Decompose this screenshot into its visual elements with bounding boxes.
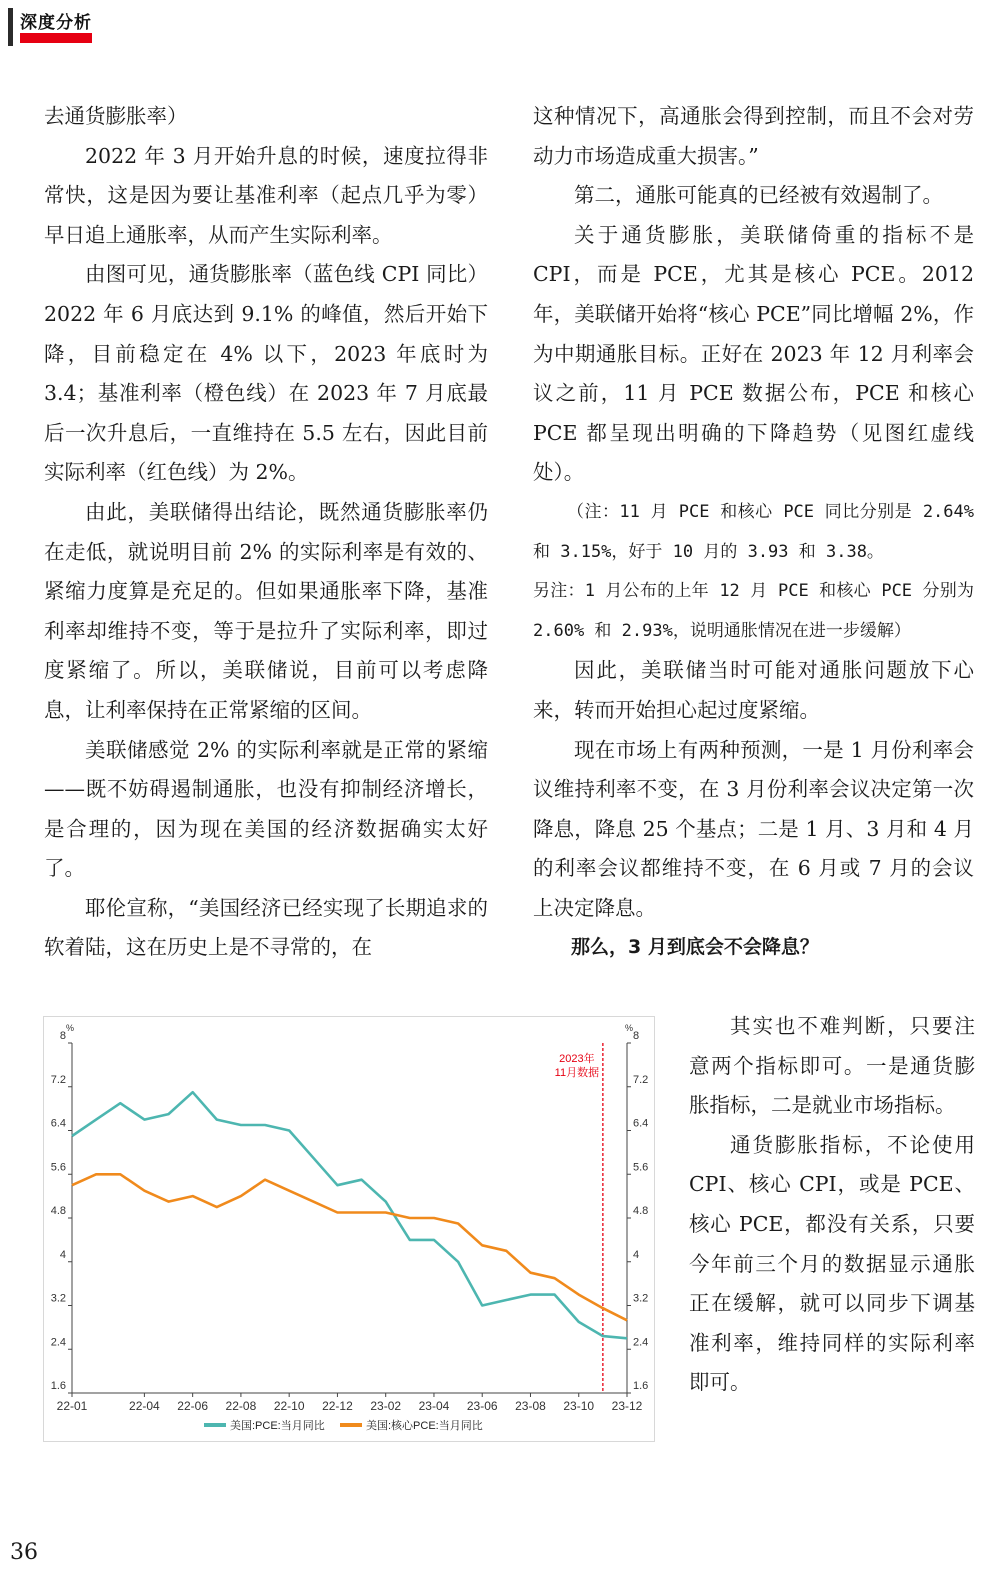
chart-canvas xyxy=(44,1017,654,1441)
x-tick-label: 23-04 xyxy=(418,1399,450,1413)
paragraph: 耶伦宣称，“美国经济已经实现了长期追求的软着陆，这在历史上是不寻常的，在 xyxy=(44,895,488,960)
y-tick-label-right: 3.2 xyxy=(633,1292,649,1305)
y-tick-label-right: 7.2 xyxy=(633,1073,649,1086)
x-tick-label: 23-08 xyxy=(515,1399,546,1413)
annotation-label: 11月数据 xyxy=(554,1067,600,1079)
paragraph: 美联储感觉 2% 的实际利率就是正常的紧缩——既不妨碍遏制通胀，也没有抑制经济增长，是合理的，因为现在美国的经济数据确实太好了。 xyxy=(44,737,488,881)
paragraph: 现在市场上有两种预测，一是 1 月份利率会议维持利率不变，在 3 月份利率会议决定第一次降息，降息 25 个基点；二是 1 月、3 月和 4 月的利率会议都维持不变，在 6 月或 7 月的会议上决定降息。 xyxy=(533,737,974,920)
x-tick-label: 23-02 xyxy=(370,1399,402,1413)
paragraph: 2022 年 3 月开始升息的时候，速度拉得非常快，这是因为要让基准利率（起点几乎为零）早日追上通胀率，从而产生实际利率。 xyxy=(44,143,488,247)
section-title: 深度分析 xyxy=(20,13,92,33)
paragraph: 这种情况下，高通胀会得到控制，而且不会对劳动力市场造成重大损害。” xyxy=(533,104,974,168)
y-tick-label-right: 6.4 xyxy=(633,1117,649,1130)
note-paragraph: （注：11 月 PCE 和核心 PCE 同比分别是 2.64% 和 3.15%，好于 10 月的 3.93 和 3.38。 xyxy=(533,501,974,562)
right-column xyxy=(533,97,974,968)
x-tick-label: 23-06 xyxy=(466,1399,498,1413)
y-tick-label-left: 6.4 xyxy=(50,1117,66,1130)
note-paragraph: 另注：1 月公布的上年 12 月 PCE 和核心 PCE 分别为 2.60% 和 2.93%，说明通胀情况在进一步缓解） xyxy=(533,581,974,641)
series-line-1 xyxy=(72,1092,627,1338)
bottom-right-column xyxy=(689,1007,975,1403)
paragraph: 因此，美联储当时可能对通胀问题放下心来，转而开始担心起过度紧缩。 xyxy=(533,658,974,722)
paragraph: 其实也不难判断，只要注意两个指标即可。一是通货膨胀指标，二是就业市场指标。 xyxy=(689,1014,975,1118)
paragraph: 去通货膨胀率） xyxy=(44,104,188,128)
y-tick-label-left: 5.6 xyxy=(50,1161,66,1174)
paragraph: 第二，通胀可能真的已经被有效遏制了。 xyxy=(574,183,943,208)
x-tick-label: 22-08 xyxy=(225,1399,257,1413)
legend-label-1: 美国:PCE:当月同比 xyxy=(230,1420,325,1432)
legend-label-2: 美国:核心PCE:当月同比 xyxy=(366,1420,483,1432)
paragraph: 关于通货膨胀，美联储倚重的指标不是 CPI，而是 PCE，尤其是核心 PCE。2012 年，美联储开始将“核心 PCE”同比增幅 2%，作为中期通胀目标。正好在 2023 年 12 月利率会议之前，11 月 PCE 数据公布，PCE 和核心 PCE 都呈现出明确的下降趋势（见图红虚线处）。 xyxy=(533,222,974,485)
pce-line-chart xyxy=(43,1016,655,1442)
y-tick-label-right: 2.4 xyxy=(633,1336,649,1349)
y-tick-label-right: 4 xyxy=(633,1248,640,1261)
y-tick-label-right: 8 xyxy=(633,1030,640,1042)
y-tick-label-left: 7.2 xyxy=(50,1073,66,1086)
section-header xyxy=(0,0,120,48)
x-tick-label: 22-12 xyxy=(322,1399,353,1413)
x-tick-label: 22-01 xyxy=(56,1399,88,1413)
x-tick-label: 23-10 xyxy=(563,1399,595,1413)
y-tick-label-right: 1.6 xyxy=(633,1380,649,1392)
y-tick-label-left: 1.6 xyxy=(50,1380,66,1392)
x-tick-label: 22-04 xyxy=(129,1399,160,1413)
page-number: 36 xyxy=(10,1540,38,1565)
y-unit-left: % xyxy=(65,1023,75,1033)
y-tick-label-left: 8 xyxy=(59,1030,66,1042)
y-unit-right: % xyxy=(624,1023,634,1033)
section-bar xyxy=(8,8,13,46)
series-line-2 xyxy=(72,1174,627,1320)
y-tick-label-left: 4.8 xyxy=(50,1205,66,1217)
left-column xyxy=(44,97,488,968)
paragraph: 由此，美联储得出结论，既然通货膨胀率仍在走低，就说明目前 2% 的实际利率是有效的、紧缩力度算是充足的。但如果通胀率下降，基准利率却维持不变，等于是拉升了实际利率，即过度紧缩了。所以，美联储说，目前可以考虑降息，让利率保持在正常紧缩的区间。 xyxy=(44,499,488,722)
paragraph: 通货膨胀指标，不论使用 CPI、核心 CPI，或是 PCE、核心 PCE，都没有关系，只要今年前三个月的数据显示通胀正在缓解，就可以同步下调基准利率，维持同样的实际利率即可。 xyxy=(689,1132,975,1395)
y-tick-label-left: 2.4 xyxy=(50,1336,66,1349)
annotation-label: 2023年 xyxy=(559,1053,595,1065)
x-tick-label: 23-12 xyxy=(611,1399,643,1413)
subheading: 那么，3 月到底会不会降息？ xyxy=(571,936,819,959)
x-tick-label: 22-06 xyxy=(177,1399,209,1413)
section-underline xyxy=(20,33,92,43)
x-tick-label: 22-10 xyxy=(273,1399,305,1413)
y-tick-label-right: 5.6 xyxy=(633,1161,649,1174)
y-tick-label-left: 3.2 xyxy=(50,1292,66,1305)
paragraph: 由图可见，通货膨胀率（蓝色线 CPI 同比）2022 年 6 月底达到 9.1% 的峰值，然后开始下降，目前稳定在 4% 以下，2023 年底时为 3.4；基准利率（橙色线）在 2023 年 7 月底最后一次升息后，一直维持在 5.5 左右，因此目前实际利率（红色线）为 2%。 xyxy=(44,262,488,485)
y-tick-label-left: 4 xyxy=(59,1248,66,1261)
y-tick-label-right: 4.8 xyxy=(633,1205,649,1217)
